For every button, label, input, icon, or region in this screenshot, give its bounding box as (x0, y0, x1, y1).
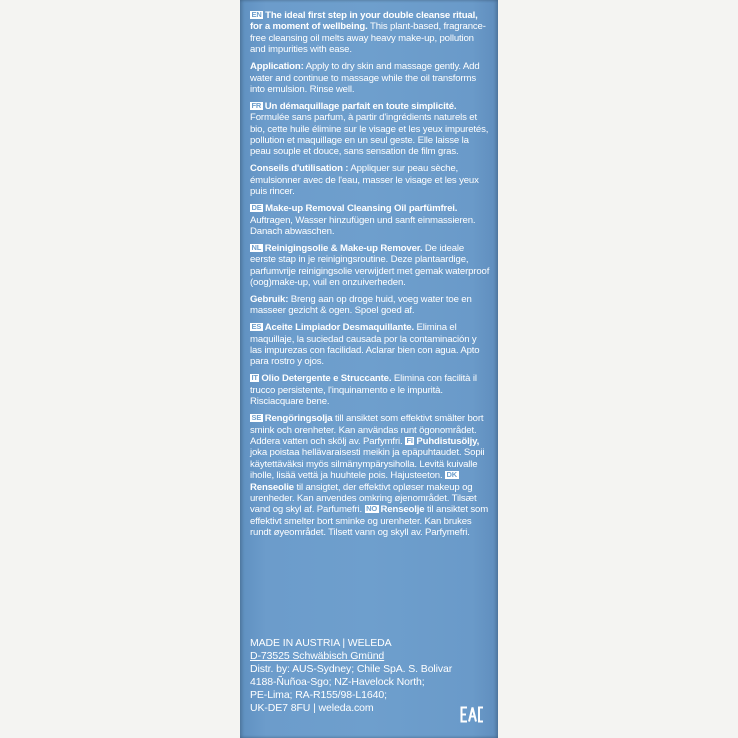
dk-body: til ansigtet, der effektivt opløser makeup og urenheder. Kan anvendes omkring øjenområdet. Tilsæt vand og skyl af. Parfumefri. (250, 481, 477, 516)
footer-line-distr-2: 4188-Ñuñoa-Sgo; NZ-Havelock North; (250, 676, 425, 688)
footer-line-distr: Distr. by: AUS-Sydney; Chile SpA. S. Bolivar (250, 663, 453, 675)
en-heading: The ideal first step in your double cleanse ritual, for a moment of wellbeing. (250, 10, 478, 33)
footer-line-made-in: MADE IN AUSTRIA | WELEDA (250, 637, 392, 649)
gebruik-body: Breng aan op droge huid, voeg water toe en masseer gezicht & ogen. Spoel goed af. (250, 293, 472, 317)
no-body: til ansiktet som effektivt smelter bort sminke og urenheter. Kan brukes rundt øyeområdet. Tilsett vann og skyll av. Parfymefri. (250, 504, 489, 539)
fr-body: Formulée sans parfum, à partir d'ingrédients naturels et bio, cette huile élimine sur le visage et les yeux impuretés, pollution et maquillage en un seul geste. Elle laisse la peau souple et douce, sans sensation de film gras. (250, 112, 489, 158)
de-body: Auftragen, Wasser hinzufügen und sanft einmassieren. Danach abwaschen. (250, 214, 476, 237)
no-heading: Renseolje (380, 504, 425, 516)
fi-heading: Puhdistusöljy, (416, 435, 480, 447)
paragraph-it (250, 373, 490, 407)
paragraph-en (250, 10, 490, 56)
fi-body: joka poistaa hellävaraisesti meikin ja epäpuhtaudet. Sopii käytettäväksi myös silmänympärysiholla. Levitä kuivalle iholle, lisää vettä ja huuhtele pois. Hajusteeton. (250, 447, 485, 482)
ingredients-text-block (250, 10, 490, 544)
lang-badge-fi: FI (406, 435, 413, 445)
paragraph-de (250, 203, 490, 237)
es-heading: Aceite Limpiador Desmaquillante. (264, 322, 414, 334)
lang-badge-dk: DK (446, 470, 458, 480)
product-box-panel (240, 0, 498, 738)
paragraph-fr (250, 101, 490, 158)
se-heading: Rengöringsolja (264, 413, 333, 425)
paragraph-nordic (250, 413, 490, 538)
paragraph-conseils (250, 163, 490, 197)
es-body: Elimina el maquillaje, la suciedad causada por la contaminación y las impurezas con facilidad. Aclarar bien con agua. Apto para rostro y ojos. (250, 322, 480, 368)
lang-badge-fr: FR (251, 100, 262, 110)
fr-heading: Un démaquillage parfait en toute simplicité. (264, 100, 457, 112)
lang-badge-it: IT (251, 373, 258, 383)
dk-heading: Renseolie (250, 481, 294, 493)
lang-badge-se: SE (251, 413, 262, 423)
conseils-heading: Conseils d'utilisation : (250, 163, 349, 175)
it-body: Elimina con facilità il trucco persistente, l'inquinamento e le impurità. Risciacquare bene. (250, 373, 477, 408)
conseils-body: Appliquer sur peau sèche, émulsionner avec de l'eau, masser le visage et les yeux puis rincer. (250, 163, 479, 198)
paragraph-nl (250, 243, 490, 289)
lang-badge-nl: NL (251, 242, 262, 252)
en-body: This plant-based, fragrance-free cleansing oil melts away heavy make-up, pollution and impurities with ease. (250, 21, 486, 56)
paragraph-gebruik (250, 294, 490, 317)
se-body: till ansiktet som effektivt smälter bort smink och orenheter. Kan användas runt ögonområdet. Addera vatten och skölj av. Parfymfri. (250, 413, 484, 447)
de-heading: Make-up Removal Cleansing Oil parfümfrei. (265, 203, 458, 215)
nl-body: De ideale eerste stap in je reinigingsroutine. Deze plantaardige, parfumvrije reinigingsolie verwijdert met gemak waterproof (oog)make-up, vuil en onzuiverheden. (250, 242, 490, 289)
lang-badge-de: DE (251, 203, 262, 213)
paragraph-es (250, 322, 490, 368)
lang-badge-en: EN (251, 10, 262, 19)
application-heading: Application: (250, 61, 304, 73)
manufacturer-footer (250, 637, 490, 715)
footer-line-address: D-73525 Schwäbisch Gmünd (250, 650, 385, 662)
footer-line-website: UK-DE7 8FU | weleda.com (250, 702, 374, 714)
it-heading: Olio Detergente e Struccante. (261, 373, 392, 385)
footer-line-distr-3: PE-Lima; RA-R155/98-L1640; (250, 689, 387, 701)
lang-badge-no: NO (366, 504, 378, 514)
eac-certification-icon (460, 706, 484, 723)
application-body: Apply to dry skin and massage gently. Add water and continue to massage while the oil transforms into emulsion. Rinse well. (250, 61, 480, 95)
lang-badge-es: ES (251, 322, 262, 332)
paragraph-application (250, 61, 490, 95)
nl-heading: Reinigingsolie & Make-up Remover. (264, 242, 423, 254)
gebruik-heading: Gebruik: (250, 293, 289, 305)
